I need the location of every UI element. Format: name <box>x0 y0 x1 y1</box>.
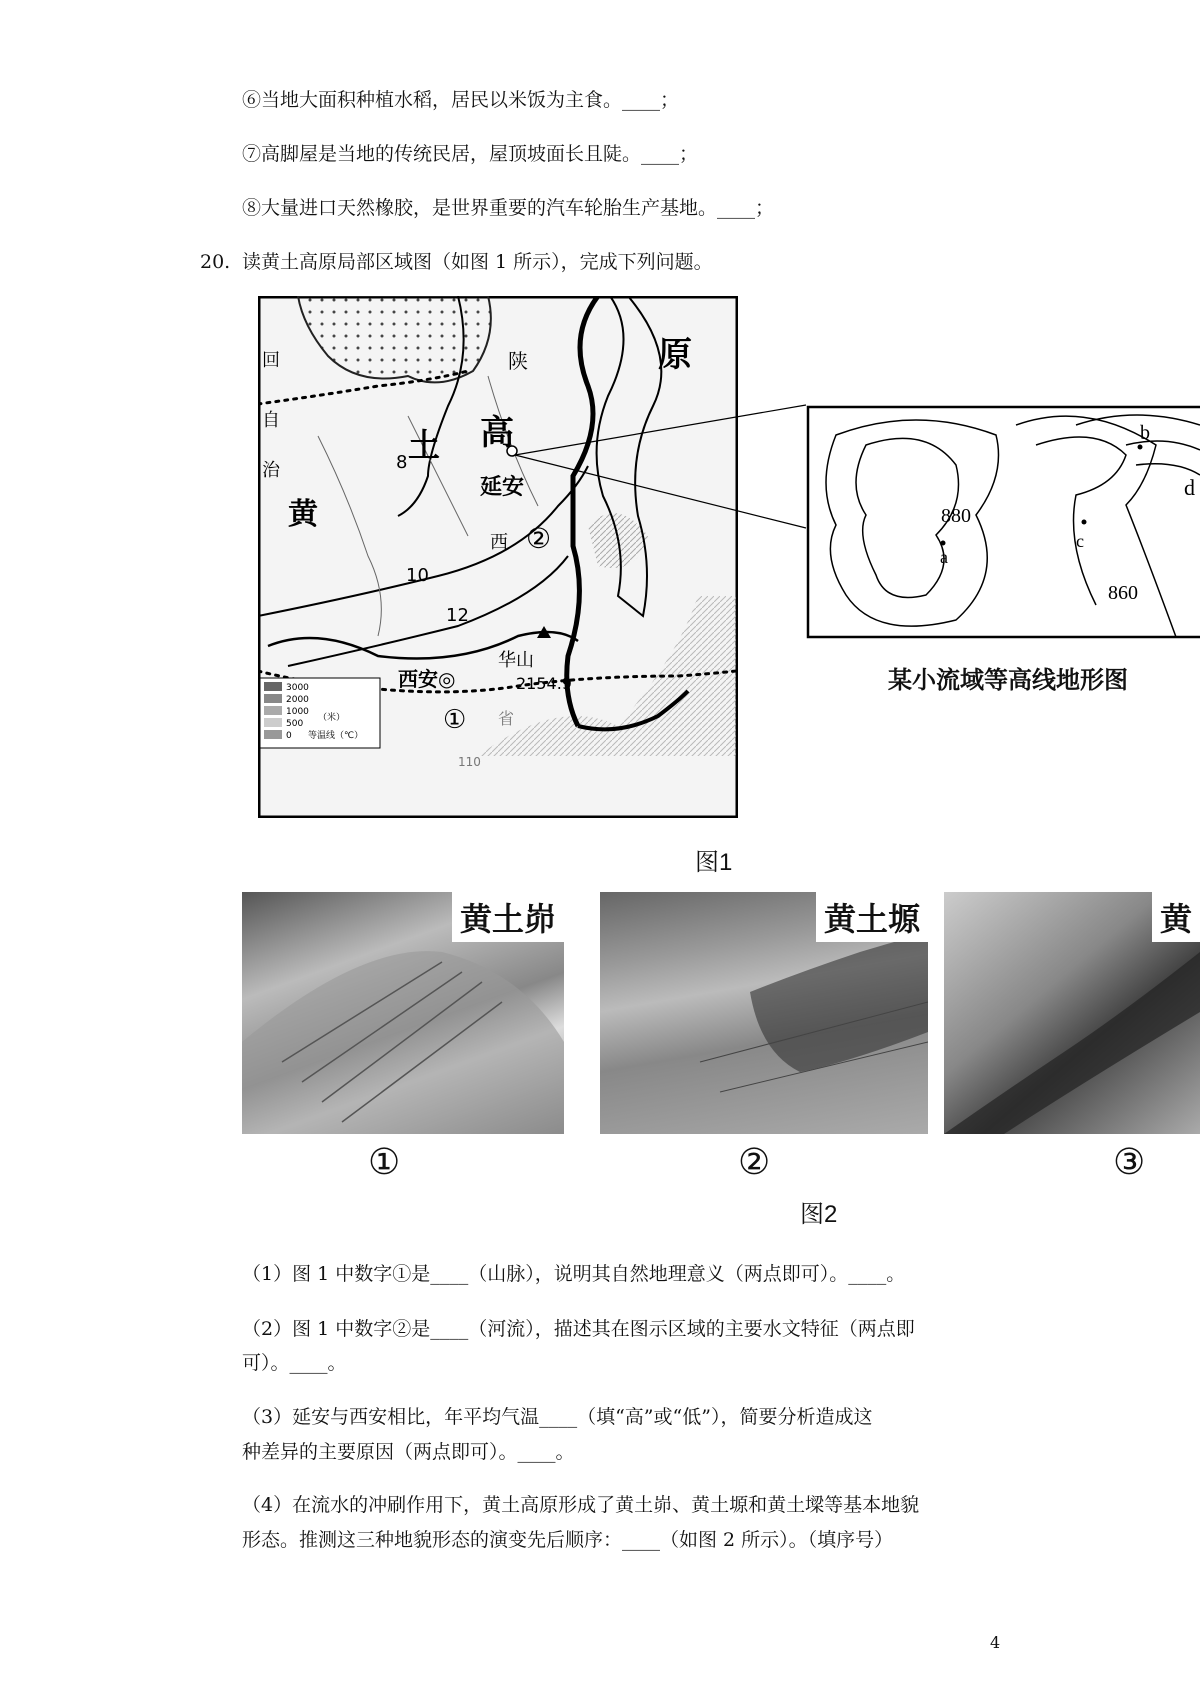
inset-label-a: a <box>940 547 948 567</box>
legend-2000: 2000 <box>286 695 309 705</box>
photo-2-number: ② <box>738 1142 771 1183</box>
legend-isotherm: 等温线（℃） <box>308 731 364 741</box>
label-gao: 高 <box>480 413 514 453</box>
subquestion-3-line-1: （3）延安与西安相比，年平均气温____（填“高”或“低”），简要分析造成这 <box>242 1406 873 1428</box>
inset-label-c: c <box>1076 531 1084 551</box>
subquestion-2-line-2: 可）。____。 <box>242 1352 347 1374</box>
legend-500: 500 <box>286 719 304 729</box>
question-number: 20. <box>200 251 231 273</box>
figure-2-caption: 图2 <box>800 1201 838 1228</box>
label-huashan: 华山 <box>498 650 534 671</box>
isotherm-8: 8 <box>396 452 408 473</box>
isotherm-10: 10 <box>406 565 429 586</box>
label-huang: 黄 <box>288 497 318 532</box>
question-stem: 读黄土高原局部区域图（如图 1 所示），完成下列问题。 <box>242 251 713 273</box>
photo-3-label: 黄 <box>1152 892 1200 942</box>
legend-0: 0 <box>286 731 292 741</box>
longitude-label: 110 <box>458 755 481 769</box>
legend-3000: 3000 <box>286 683 309 693</box>
label-circle-1: ① <box>443 705 467 735</box>
label-tu: 土 <box>408 426 441 464</box>
subquestion-4-line-2: 形态。推测这三种地貌形态的演变先后顺序：____（如图 2 所示）。（填序号） <box>242 1529 894 1551</box>
legend-height: （米） <box>318 713 346 723</box>
label-zhi: 治 <box>262 460 280 481</box>
label-xi: 西 <box>490 532 508 553</box>
subquestion-2-line-1: （2）图 1 中数字②是____（河流），描述其在图示区域的主要水文特征（两点即 <box>242 1318 915 1340</box>
photo-3-number: ③ <box>1113 1142 1146 1183</box>
label-shaan: 陕 <box>508 349 528 373</box>
subquestion-1: （1）图 1 中数字①是____（山脉），说明其自然地理意义（两点即可）。____。 <box>242 1263 906 1285</box>
item-7: ⑦高脚屋是当地的传统民居，屋顶坡面长且陡。____； <box>242 143 699 165</box>
inset-contour-860: 860 <box>1108 582 1138 604</box>
figure-1-caption: 图1 <box>695 849 733 876</box>
inset-contour-880: 880 <box>941 505 971 527</box>
inset-label-d: d <box>1184 475 1195 500</box>
photo-1-number: ① <box>368 1142 401 1183</box>
inset-caption: 某小流域等高线地形图 <box>888 666 1128 694</box>
label-xian: 西安◎ <box>398 667 456 691</box>
contour-inset <box>806 405 1200 650</box>
photo-loess-hill <box>242 892 564 1134</box>
item-8: ⑧大量进口天然橡胶，是世界重要的汽车轮胎生产基地。____； <box>242 197 775 219</box>
photo-2-label: 黄土塬 <box>816 892 928 942</box>
photo-loess-tableland <box>600 892 928 1134</box>
subquestion-3-line-2: 种差异的主要原因（两点即可）。____。 <box>242 1441 575 1463</box>
label-elevation: 2154.9 <box>516 674 572 693</box>
label-sheng: 省 <box>498 709 515 728</box>
photo-1-label: 黄土峁 <box>452 892 564 942</box>
photo-loess-ridge <box>944 892 1200 1134</box>
label-circle-2: ② <box>526 522 552 555</box>
page-number: 4 <box>990 1633 1001 1652</box>
inset-label-b: b <box>1140 422 1150 444</box>
subquestion-4-line-1: （4）在流水的冲刷作用下，黄土高原形成了黄土峁、黄土塬和黄土墚等基本地貌 <box>242 1494 920 1516</box>
legend-1000: 1000 <box>286 707 309 717</box>
isotherm-12: 12 <box>446 605 469 626</box>
label-yuan: 原 <box>658 335 692 375</box>
contour-drawing <box>806 405 1200 650</box>
item-6: ⑥当地大面积种植水稻，居民以米饭为主食。____； <box>242 89 680 111</box>
label-yanan: 延安 <box>480 475 525 500</box>
label-zi: 自 <box>262 410 280 431</box>
label-hui: 回 <box>262 350 280 371</box>
